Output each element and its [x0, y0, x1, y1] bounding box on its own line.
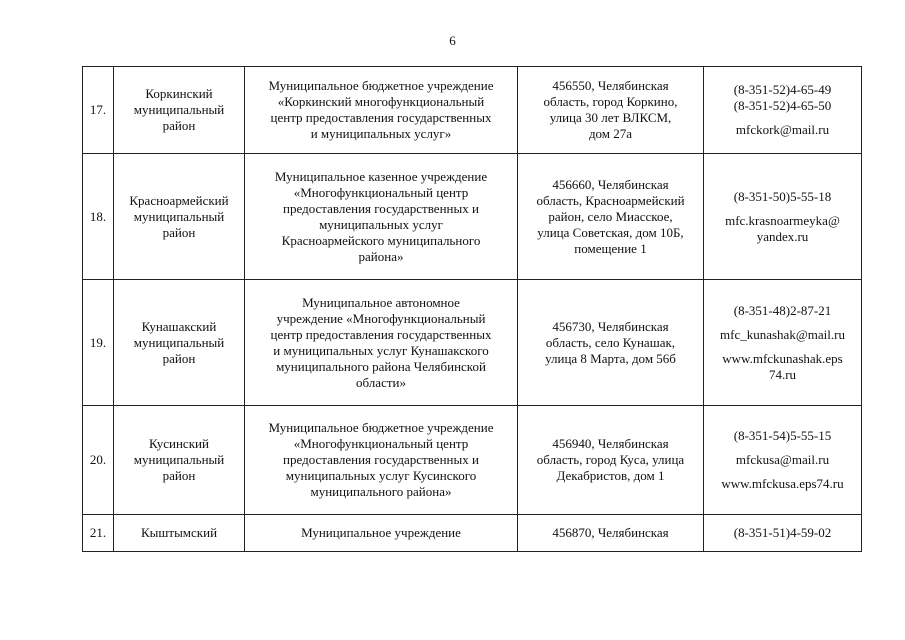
website: www.mfckusa.eps74.ru — [721, 476, 844, 491]
phone: (8-351-54)5-55-15 — [733, 428, 832, 443]
phone: (8-351-52)4-65-50 — [733, 98, 832, 113]
email-continued: yandex.ru — [756, 228, 809, 244]
email: mfc_kunashak@mail.ru — [720, 326, 845, 342]
address-cell: 456940, Челябинская область, город Куса, улица Декабристов, дом 1 — [518, 406, 704, 515]
institution-name-cell: Муниципальное автономное учреждение «Многофункциональный центр предоставления государственных и муниципальных услуг Кунашакского муниципального района Челябинской области» — [245, 280, 518, 406]
table-row — [83, 515, 862, 552]
row-number: 19. — [83, 280, 114, 406]
institution-name-cell: Муниципальное казенное учреждение «Многофункциональный центр предоставления государственных и муниципальных услуг Красноармейского муниципального района» — [245, 154, 518, 280]
district-cell: Красноармейский муниципальный район — [114, 154, 245, 280]
contacts-cell — [704, 280, 862, 406]
page-number: 6 — [449, 33, 456, 48]
table-row — [83, 67, 862, 154]
address-cell: 456730, Челябинская область, село Кунашак, улица 8 Марта, дом 56б — [518, 280, 704, 406]
contacts-cell — [704, 154, 862, 280]
district-cell: Кыштымский — [114, 515, 245, 552]
address-cell: 456660, Челябинская область, Красноармейский район, село Миасское, улица Советская, дом 10Б, помещение 1 — [518, 154, 704, 280]
district-cell: Кусинский муниципальный район — [114, 406, 245, 515]
institution-name-cell: Муниципальное бюджетное учреждение «Многофункциональный центр предоставления государственных и муниципальных услуг Кусинского муниципального района» — [245, 406, 518, 515]
district-cell: Кунашакский муниципальный район — [114, 280, 245, 406]
website-continued: 74.ru — [768, 366, 797, 382]
district-cell: Коркинский муниципальный район — [114, 67, 245, 154]
address-cell: 456550, Челябинская область, город Коркино, улица 30 лет ВЛКСМ, дом 27а — [518, 67, 704, 154]
row-number: 21. — [83, 515, 114, 552]
address-cell: 456870, Челябинская — [518, 515, 704, 552]
email: mfckork@mail.ru — [735, 122, 830, 137]
mfc-table — [82, 66, 862, 552]
table-row — [83, 280, 862, 406]
phone: (8-351-52)4-65-49 — [733, 82, 832, 97]
institution-name-cell: Муниципальное бюджетное учреждение «Коркинский многофункциональный центр предоставления государственных и муниципальных услуг» — [245, 67, 518, 154]
row-number: 18. — [83, 154, 114, 280]
email: mfc.krasnoarmeyka@ — [725, 212, 840, 228]
institution-name-cell: Муниципальное учреждение — [245, 515, 518, 552]
contacts-cell — [704, 406, 862, 515]
phone: (8-351-51)4-59-02 — [733, 525, 832, 540]
table-row — [83, 154, 862, 280]
table-row — [83, 406, 862, 515]
website: www.mfckunashak.eps — [722, 350, 843, 366]
row-number: 20. — [83, 406, 114, 515]
contacts-cell — [704, 67, 862, 154]
email: mfckusa@mail.ru — [735, 452, 830, 467]
phone: (8-351-50)5-55-18 — [733, 188, 832, 204]
phone: (8-351-48)2-87-21 — [733, 302, 832, 318]
row-number: 17. — [83, 67, 114, 154]
contacts-cell — [704, 515, 862, 552]
